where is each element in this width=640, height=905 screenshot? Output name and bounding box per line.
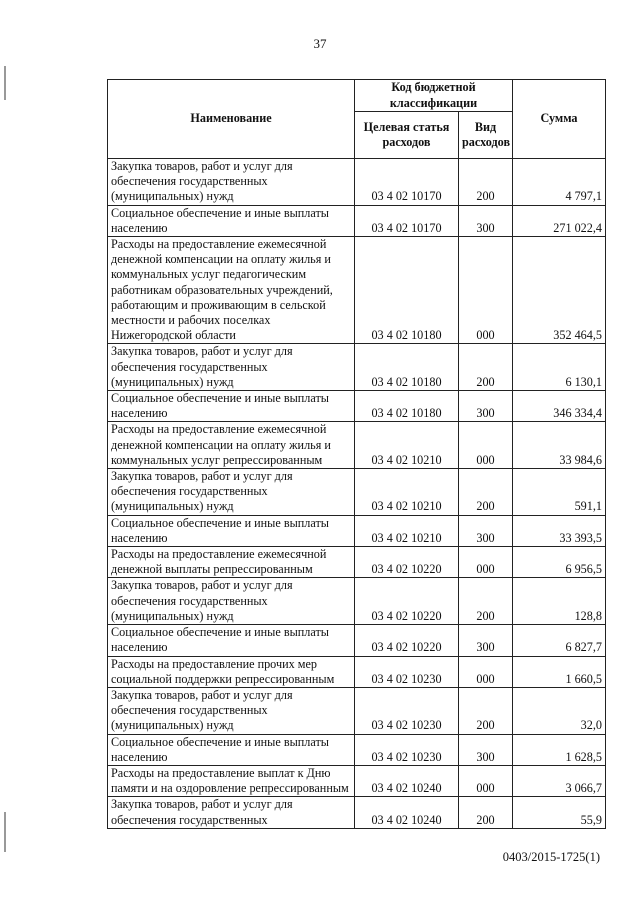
row-amount: 33 984,6 <box>513 422 606 469</box>
row-amount: 128,8 <box>513 578 606 625</box>
header-target-article: Целевая статья расходов <box>355 112 459 159</box>
table-row <box>108 344 606 391</box>
row-expense-type: 300 <box>459 515 513 546</box>
row-name: Расходы на предоставление прочих мер социальной поддержки репрессированным <box>108 656 355 687</box>
table-row <box>108 237 606 344</box>
row-name: Расходы на предоставление ежемесячной денежной компенсации на оплату жилья и коммунальных услуг репрессированным <box>108 422 355 469</box>
row-amount: 6 827,7 <box>513 625 606 656</box>
row-target-article: 03 4 02 10240 <box>355 765 459 796</box>
row-amount: 6 956,5 <box>513 547 606 578</box>
row-expense-type: 200 <box>459 687 513 734</box>
row-expense-type: 300 <box>459 205 513 236</box>
row-name: Расходы на предоставление выплат к Дню памяти и на оздоровление репрессированным <box>108 765 355 796</box>
row-expense-type: 000 <box>459 765 513 796</box>
header-row-top <box>108 80 606 112</box>
budget-table <box>107 79 606 829</box>
table-row <box>108 422 606 469</box>
table-row <box>108 687 606 734</box>
table-row <box>108 205 606 236</box>
row-amount: 3 066,7 <box>513 765 606 796</box>
row-target-article: 03 4 02 10210 <box>355 422 459 469</box>
table-row <box>108 765 606 796</box>
row-expense-type: 000 <box>459 656 513 687</box>
row-name: Закупка товаров, работ и услуг для обеспечения государственных (муниципальных) нужд <box>108 578 355 625</box>
table-row <box>108 797 606 828</box>
row-amount: 352 464,5 <box>513 237 606 344</box>
row-target-article: 03 4 02 10220 <box>355 547 459 578</box>
row-target-article: 03 4 02 10170 <box>355 159 459 206</box>
table-row <box>108 515 606 546</box>
row-target-article: 03 4 02 10180 <box>355 344 459 391</box>
table-row <box>108 391 606 422</box>
row-expense-type: 300 <box>459 391 513 422</box>
row-name: Социальное обеспечение и иные выплаты населению <box>108 205 355 236</box>
row-target-article: 03 4 02 10180 <box>355 391 459 422</box>
row-target-article: 03 4 02 10170 <box>355 205 459 236</box>
row-name: Социальное обеспечение и иные выплаты населению <box>108 391 355 422</box>
row-amount: 1 660,5 <box>513 656 606 687</box>
row-expense-type: 200 <box>459 797 513 828</box>
header-name: Наименование <box>108 80 355 159</box>
row-expense-type: 000 <box>459 237 513 344</box>
row-amount: 271 022,4 <box>513 205 606 236</box>
row-expense-type: 200 <box>459 344 513 391</box>
row-target-article: 03 4 02 10180 <box>355 237 459 344</box>
table-body <box>108 159 606 829</box>
row-amount: 346 334,4 <box>513 391 606 422</box>
row-expense-type: 300 <box>459 625 513 656</box>
header-expense-type: Вид расходов <box>459 112 513 159</box>
row-name: Закупка товаров, работ и услуг для обеспечения государственных (муниципальных) нужд <box>108 344 355 391</box>
row-amount: 4 797,1 <box>513 159 606 206</box>
row-amount: 33 393,5 <box>513 515 606 546</box>
row-target-article: 03 4 02 10230 <box>355 687 459 734</box>
row-target-article: 03 4 02 10230 <box>355 734 459 765</box>
row-name: Социальное обеспечение и иные выплаты населению <box>108 734 355 765</box>
row-name: Расходы на предоставление ежемесячной денежной выплаты репрессированным <box>108 547 355 578</box>
row-target-article: 03 4 02 10220 <box>355 625 459 656</box>
table-row <box>108 578 606 625</box>
row-amount: 55,9 <box>513 797 606 828</box>
row-expense-type: 200 <box>459 469 513 516</box>
row-name: Расходы на предоставление ежемесячной денежной компенсации на оплату жилья и коммунальных услуг педагогическим работникам образовательных учреждений, работающим и проживающим в сельской местности и рабочих поселках Нижегородской области <box>108 237 355 344</box>
row-name: Закупка товаров, работ и услуг для обеспечения государственных (муниципальных) нужд <box>108 687 355 734</box>
margin-mark <box>4 66 6 100</box>
header-amount: Сумма <box>513 80 606 159</box>
row-name: Закупка товаров, работ и услуг для обеспечения государственных (муниципальных) нужд <box>108 469 355 516</box>
table-row <box>108 469 606 516</box>
row-name: Социальное обеспечение и иные выплаты населению <box>108 625 355 656</box>
row-expense-type: 200 <box>459 578 513 625</box>
row-target-article: 03 4 02 10230 <box>355 656 459 687</box>
row-amount: 1 628,5 <box>513 734 606 765</box>
row-name: Социальное обеспечение и иные выплаты населению <box>108 515 355 546</box>
row-expense-type: 300 <box>459 734 513 765</box>
table-row <box>108 159 606 206</box>
row-target-article: 03 4 02 10240 <box>355 797 459 828</box>
row-name: Закупка товаров, работ и услуг для обеспечения государственных <box>108 797 355 828</box>
document-number: 0403/2015-1725(1) <box>502 850 600 864</box>
table-row <box>108 656 606 687</box>
row-expense-type: 200 <box>459 159 513 206</box>
table-row <box>108 547 606 578</box>
row-name: Закупка товаров, работ и услуг для обеспечения государственных (муниципальных) нужд <box>108 159 355 206</box>
table-row <box>108 625 606 656</box>
page-number: 37 <box>313 36 327 51</box>
row-target-article: 03 4 02 10220 <box>355 578 459 625</box>
table-row <box>108 734 606 765</box>
row-amount: 32,0 <box>513 687 606 734</box>
margin-mark <box>4 812 6 852</box>
row-target-article: 03 4 02 10210 <box>355 515 459 546</box>
row-target-article: 03 4 02 10210 <box>355 469 459 516</box>
row-amount: 6 130,1 <box>513 344 606 391</box>
row-expense-type: 000 <box>459 422 513 469</box>
header-budget-classification: Код бюджетной классификации <box>355 80 513 112</box>
row-expense-type: 000 <box>459 547 513 578</box>
row-amount: 591,1 <box>513 469 606 516</box>
